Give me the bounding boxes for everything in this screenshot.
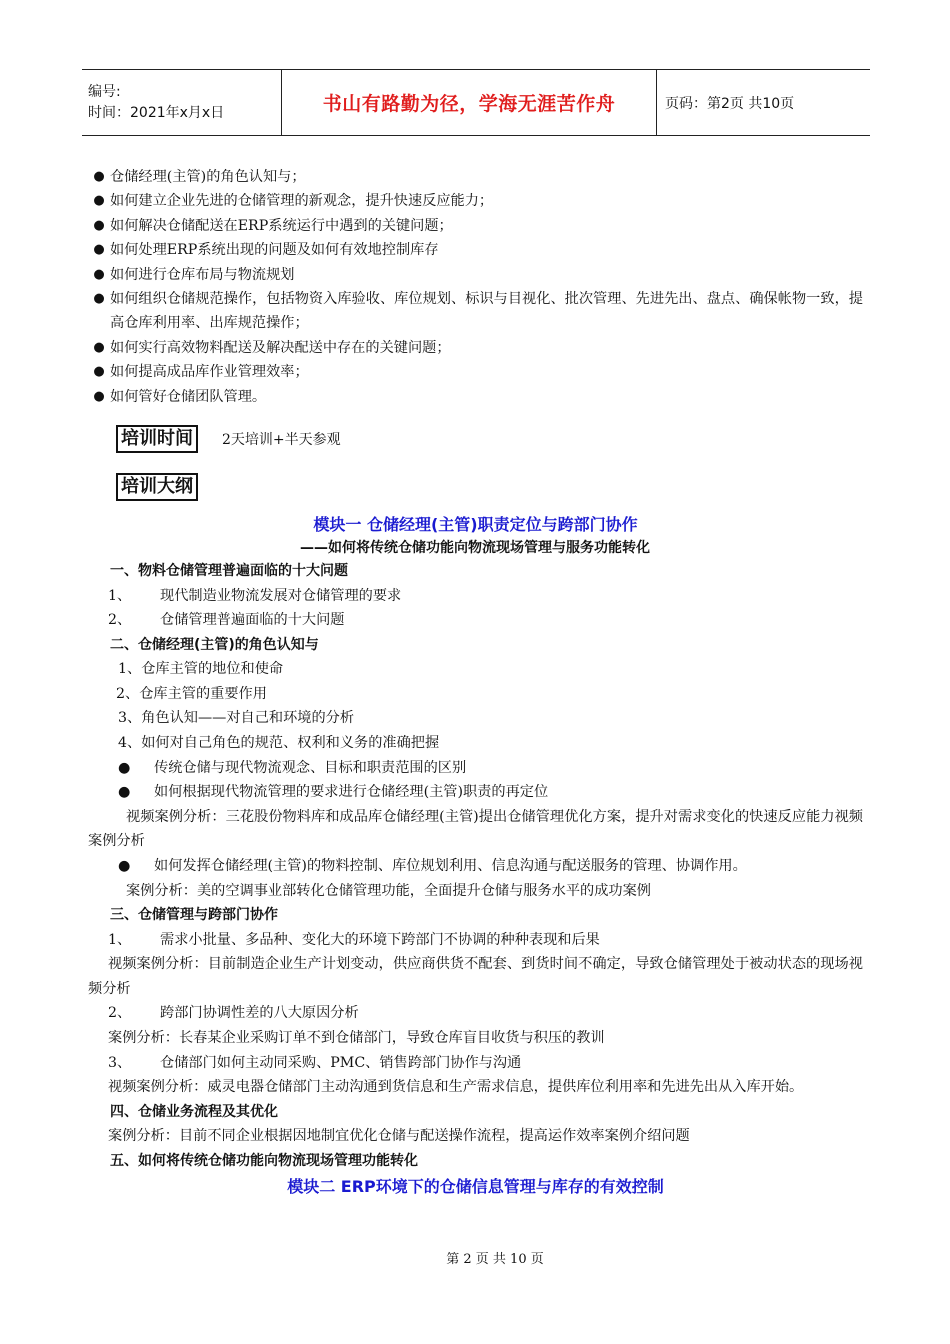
sec1-item: 1、 现代制造业物流发展对仓储管理的要求 (108, 587, 402, 604)
page-info: 页码：第2页 共10页 (665, 95, 795, 112)
sec3-title: 三、仓储管理与跨部门协作 (110, 907, 278, 924)
bullet-icon: ● (93, 364, 105, 380)
objective-item: ● 如何建立企业先进的仓储管理的新观念，提升快速反应能力； (88, 189, 863, 213)
objective-item: ● 如何处理ERP系统出现的问题及如何有效地控制库存 (88, 238, 863, 262)
sec4-case: 案例分析：目前不同企业根据因地制宜优化仓储与配送操作流程，提高运作效率案例介绍问题 (108, 1128, 690, 1145)
bullet-icon: ● (93, 291, 105, 307)
objective-item: ● 仓储经理(主管)的角色认知与； (88, 165, 863, 189)
page-footer: 第 2 页 共 10 页 (446, 1252, 544, 1267)
outline-section (88, 473, 863, 501)
objective-item: ● 如何组织仓储规范操作，包括物资入库验收、库位规划、标识与目视化、批次管理、先进先出、盘点、确保帐物一致，提高仓库利用率、出库规范操作； (88, 287, 863, 336)
sec2-bullet: ● 如何发挥仓储经理(主管)的物料控制、库位规划利用、信息沟通与配送服务的管理、协调作用。 (118, 858, 747, 874)
sec3-item: 1、 需求小批量、多品种、变化大的环境下跨部门不协调的种种表现和后果 (108, 931, 600, 948)
motto: 书山有路勤为径，学海无涯苦作舟 (282, 70, 657, 135)
bullet-icon: ● (93, 242, 105, 258)
bullet-icon: ● (93, 388, 105, 404)
sec3-case-video: 视频案例分析：目前制造企业生产计划变动，供应商供货不配套、到货时间不确定，导致仓储管理处于被动状态的现场视频分析 (88, 956, 863, 997)
bullet-icon: ● (93, 266, 105, 282)
module1-subtitle: ——如何将传统仓储功能向物流现场管理与服务功能转化 (300, 540, 650, 557)
sec1-item: 2、 仓储管理普遍面临的十大问题 (108, 612, 345, 629)
sec2-title: 二、仓储经理(主管)的角色认知与 (110, 636, 319, 653)
page-header (82, 69, 870, 136)
objective-item: ● 如何解决仓储配送在ERP系统运行中遇到的关键问题； (88, 214, 863, 238)
sec2-item: 3、角色认知——对自己和环境的分析 (118, 710, 355, 727)
bullet-icon: ● (93, 339, 105, 355)
sec3-case-video: 视频案例分析：威灵电器仓储部门主动沟通到货信息和生产需求信息，提供库位利用率和先进先出从入库开始。 (108, 1079, 804, 1096)
number-label: 编号: (88, 83, 121, 100)
sec2-item: 1、仓库主管的地位和使命 (118, 661, 284, 678)
objective-item: ● 如何实行高效物料配送及解决配送中存在的关键问题； (88, 336, 863, 360)
sec2-case-video: 视频案例分析：三花股份物料库和成品库仓储经理(主管)提出仓储管理优化方案，提升对需求变化的快速反应能力视频案例分析 (88, 808, 863, 850)
sec1-title: 一、物料仓储管理普遍面临的十大问题 (110, 563, 348, 580)
objective-item: ● 如何提高成品库作业管理效率； (88, 360, 863, 384)
sec3-case: 案例分析：长春某企业采购订单不到仓储部门，导致仓库盲目收货与积压的教训 (108, 1030, 605, 1047)
document-body (88, 165, 863, 1199)
sec4-title: 四、仓储业务流程及其优化 (110, 1103, 278, 1120)
header-meta (82, 70, 282, 135)
bullet-icon: ● (93, 193, 105, 209)
bullet-icon: ● (93, 169, 105, 184)
module1-title: 模块一 仓储经理(主管)职责定位与跨部门协作 (313, 515, 638, 535)
sec5-title: 五、如何将传统仓储功能向物流现场管理功能转化 (110, 1152, 418, 1169)
sec2-bullet: ● 传统仓储与现代物流观念、目标和职责范围的区别 (118, 759, 467, 776)
bullet-icon: ● (93, 217, 105, 233)
training-time-value: 2天培训+半天参观 (222, 432, 341, 449)
objective-item: ● 如何进行仓库布局与物流规划 (88, 263, 863, 287)
sec2-case: 案例分析：美的空调事业部转化仓储管理功能，全面提升仓储与服务水平的成功案例 (126, 882, 651, 899)
training-time-section (88, 425, 863, 453)
module2-title: 模块二 ERP环境下的仓储信息管理与库存的有效控制 (287, 1177, 664, 1197)
sec2-item: 4、如何对自己角色的规范、权利和义务的准确把握 (118, 735, 440, 752)
time-label: 时间：2021年x月x日 (88, 104, 225, 121)
objectives-list (88, 165, 863, 409)
sec2-item: 2、仓库主管的重要作用 (116, 685, 267, 702)
training-time-heading: 培训时间 (116, 425, 198, 453)
sec3-item: 3、 仓储部门如何主动同采购、PMC、销售跨部门协作与沟通 (108, 1054, 522, 1071)
outline-heading: 培训大纲 (116, 473, 198, 501)
sec3-item: 2、 跨部门协调性差的八大原因分析 (108, 1005, 359, 1022)
sec2-bullet: ● 如何根据现代物流管理的要求进行仓储经理(主管)职责的再定位 (118, 784, 549, 801)
objective-item: ● 如何管好仓储团队管理。 (88, 385, 863, 409)
